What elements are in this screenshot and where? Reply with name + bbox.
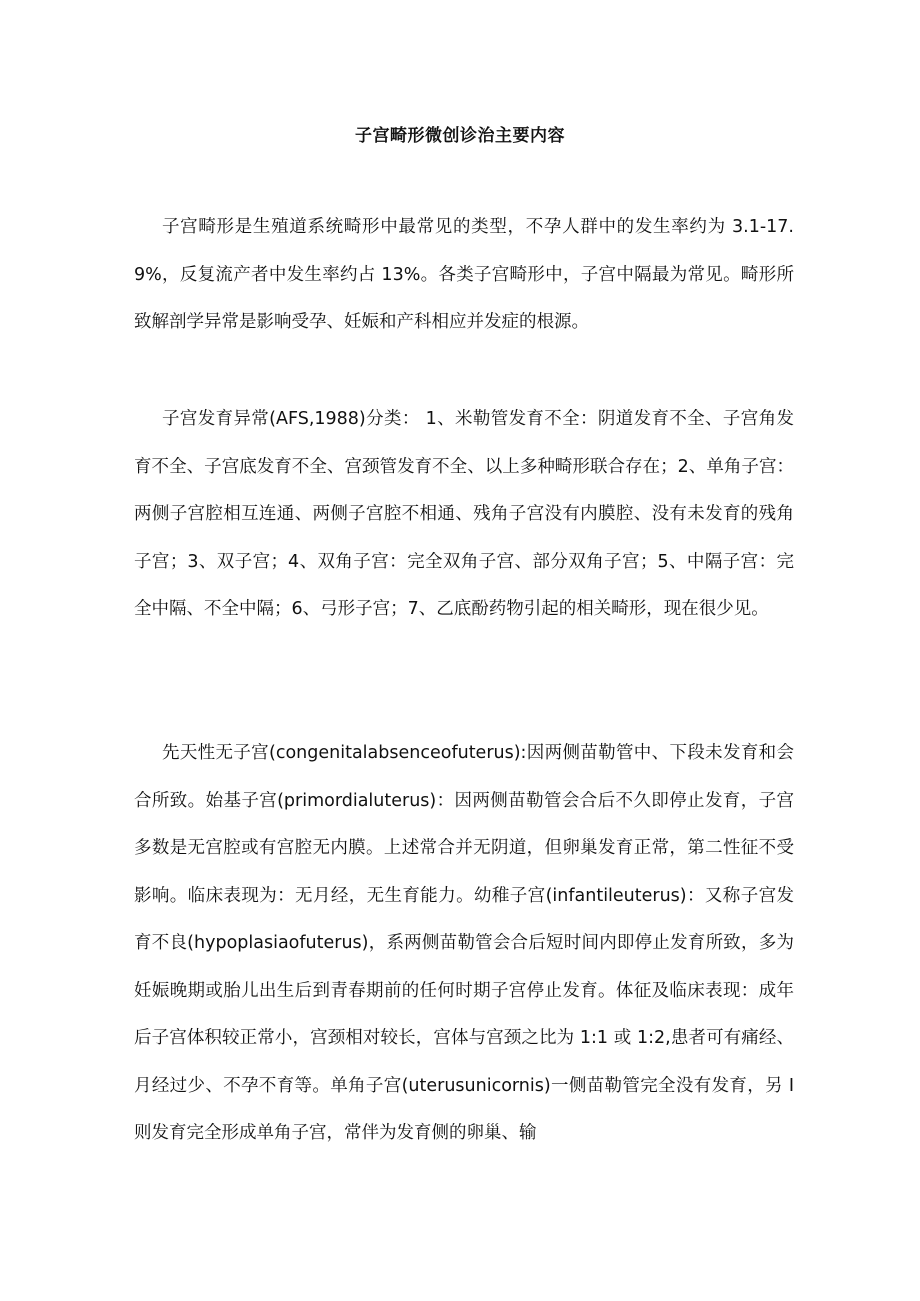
paragraph-classification: 子宫发育异常(AFS,1988)分类： 1、米勒管发育不全：阴道发育不全、子宫角发育不全、子宫底发育不全、宫颈管发育不全、以上多种畸形联合存在；2、单角子宫：两侧子宫腔相互连通、两侧子宫腔不相通、残角子宫没有内膜腔、没有未发育的残角子宫；3、双子宫；4、双角子宫：完全双角子宫、部分双角子宫；5、中隔子宫：完全中隔、不全中隔；6、弓形子宫；7、乙底酚药物引起的相关畸形，现在很少见。	[134, 409, 794, 619]
paragraph-intro: 子宫畸形是生殖道系统畸形中最常见的类型，不孕人群中的发生率约为 3.1-17.9%，反复流产者中发生率约占 13%。各类子宫畸形中，子宫中隔最为常见。畸形所致解剖学异常是影响受孕、妊娠和产科相应并发症的根源。	[134, 217, 794, 332]
document-title: 子宫畸形微创诊治主要内容	[355, 126, 565, 146]
paragraph-congenital-types: 先天性无子宫(congenitalabsenceofuterus):因两侧苗勒管中、下段未发育和会合所致。始基子宫(primordialuterus)：因两侧苗勒管会合后不久即停止发育，子宫多数是无宫腔或有宫腔无内膜。上述常合并无阴道，但卵巢发育正常，第二性征不受影响。临床表现为：无月经，无生育能力。幼稚子宫(infantileuterus)：又称子宫发育不良(hypoplasiaofuterus)，系两侧苗勒管会合后短时间内即停止发育所致，多为妊娠晚期或胎儿出生后到青春期前的任何时期子宫停止发育。体征及临床表现：成年后子宫体积较正常小，宫颈相对较长，宫体与宫颈之比为 1:1 或 1:2,患者可有痛经、月经过少、不孕不育等。单角子宫(uterusunicornis)一侧苗勒管完全没有发育，另 I 则发育完全形成单角子宫，常伴为发育侧的卵巢、输	[134, 743, 794, 1143]
